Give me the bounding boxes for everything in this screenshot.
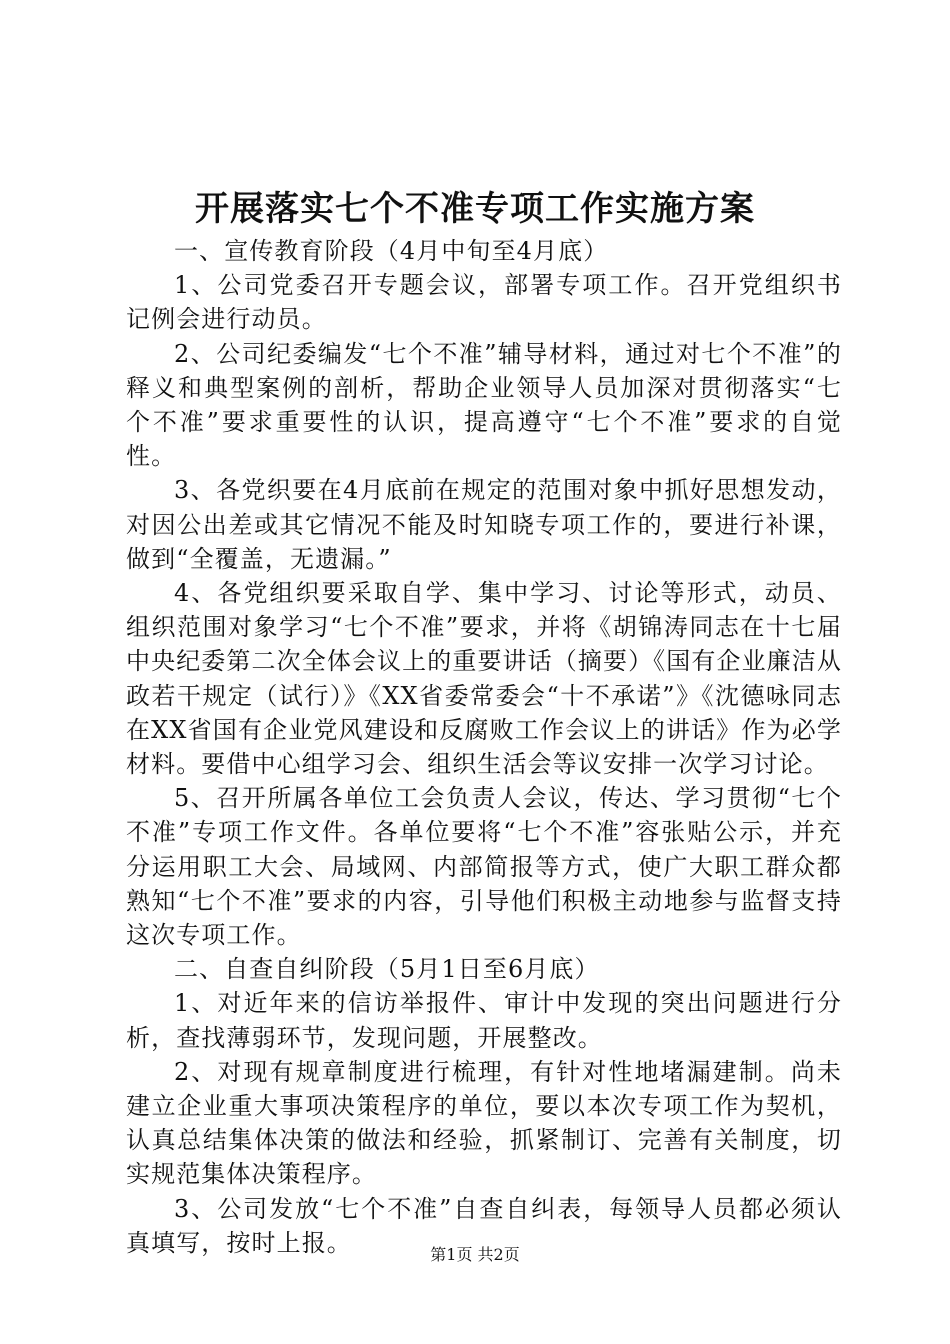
paragraph: 3、各党织要在4月底前在规定的范围对象中抓好思想发动，对因公出差或其它情况不能及时知晓专项工作的，要进行补课，做到“全覆盖，无遗漏。” [126, 476, 842, 573]
document-body [126, 234, 842, 1260]
paragraph: 2、对现有规章制度进行梳理，有针对性地堵漏建制。尚未建立企业重大事项决策程序的单位，要以本次专项工作为契机，认真总结集体决策的做法和经验，抓紧制订、完善有关制度，切实规范集体决策程序。 [126, 1057, 842, 1189]
section-heading-1: 一、宣传教育阶段（4月中旬至4月底） [174, 237, 609, 265]
section-heading-2: 二、自查自纠阶段（5月1日至6月底） [174, 955, 600, 984]
paragraph: 5、召开所属各单位工会负责人会议，传达、学习贯彻“七个不准”专项工作文件。各单位要将“七个不准”容张贴公示，并充分运用职工大会、局域网、内部简报等方式，使广大职工群众都熟知“七个不准”要求的内容，引导他们积极主动地参与监督支持这次专项工作。 [126, 784, 842, 950]
page-number-footer: 第1页 共2页 [430, 1245, 520, 1264]
paragraph: 4、各党组织要采取自学、集中学习、讨论等形式，动员、组织范围对象学习“七个不准”要求，并将《胡锦涛同志在十七届中央纪委第二次全体会议上的重要讲话（摘要）《国有企业廉洁从政若干规定（试行）》《XX省委常委会“十不承诺”》《沈德咏同志在XX省国有企业党风建设和反腐败工作会议上的讲话》作为必学材料。要借中心组学习会、组织生活会等议安排一次学习讨论。 [126, 579, 842, 779]
paragraph: 2、公司纪委编发“七个不准”辅导材料，通过对七个不准”的释义和典型案例的剖析，帮助企业领导人员加深对贯彻落实“七个不准”要求重要性的认识，提高遵守“七个不准”要求的自觉性。 [126, 339, 842, 471]
document-title: 开展落实七个不准专项工作实施方案 [195, 189, 755, 229]
paragraph: 3、公司发放“七个不准”自查自纠表，每领导人员都必须认真填写，按时上报。 [126, 1194, 842, 1257]
paragraph: 1、对近年来的信访举报件、审计中发现的突出问题进行分析，查找薄弱环节，发现问题，开展整改。 [126, 989, 842, 1052]
paragraph: 1、公司党委召开专题会议，部署专项工作。召开党组织书记例会进行动员。 [126, 271, 842, 334]
